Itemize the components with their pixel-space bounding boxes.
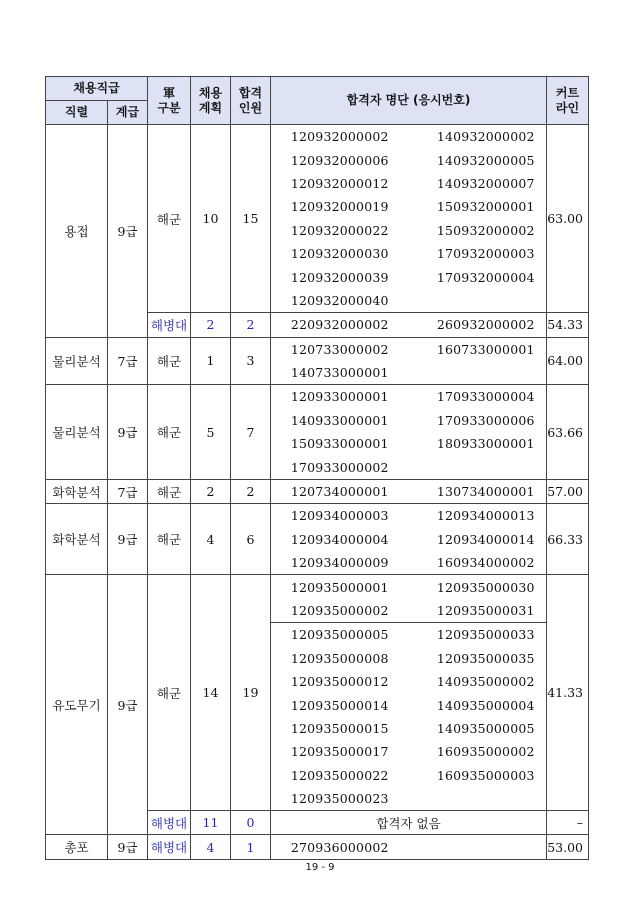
- cutline-cell: –: [547, 811, 589, 835]
- id-row: [271, 313, 546, 336]
- branch-cell: 해병대: [148, 811, 191, 835]
- plan-cell: 2: [191, 313, 231, 337]
- id-row: [271, 740, 546, 763]
- id-row: [271, 432, 546, 455]
- job-cell: 물리분석: [46, 337, 108, 385]
- branch-cell: 해군: [148, 125, 191, 313]
- grade-cell: 7급: [108, 337, 148, 385]
- header-plan: 채용 계획: [191, 77, 231, 125]
- cutline-cell: 64.00: [547, 337, 589, 385]
- plan-cell: 2: [191, 479, 231, 503]
- roster-body: [46, 125, 589, 860]
- header-recruit-grade: 채용직급: [46, 77, 148, 101]
- plan-cell: 4: [191, 504, 231, 575]
- branch-cell: 해군: [148, 385, 191, 480]
- pass-cell: 19: [231, 575, 271, 811]
- applicant-id: [409, 361, 547, 384]
- applicant-id: 150933000001: [290, 436, 389, 452]
- applicant-id: 180933000001: [436, 436, 535, 452]
- cutline-cell: 63.00: [547, 125, 589, 313]
- job-cell: 화학분석: [46, 479, 108, 503]
- cutline-cell: 57.00: [547, 479, 589, 503]
- pass-cell: 3: [231, 337, 271, 385]
- id-row: [271, 385, 546, 408]
- id-row: [271, 409, 546, 432]
- id-list: [271, 480, 546, 503]
- applicant-id: 160934000002: [436, 555, 535, 571]
- branch-cell: 해군: [148, 504, 191, 575]
- id-row: [271, 787, 546, 810]
- id-row: [271, 455, 546, 478]
- applicant-id: 140935000005: [436, 720, 535, 736]
- applicant-id: [409, 835, 547, 858]
- roster-cell: [271, 385, 547, 480]
- result-row: [46, 504, 589, 575]
- applicant-id: 170933000004: [436, 389, 535, 405]
- applicant-id: 160733000001: [436, 341, 535, 357]
- grade-cell: 9급: [108, 504, 148, 575]
- applicant-id: 120932000030: [290, 246, 389, 262]
- job-cell: 물리분석: [46, 385, 108, 480]
- roster-cell: 합격자 없음: [271, 811, 547, 835]
- id-list: [271, 338, 546, 385]
- applicant-id: 120935000030: [436, 579, 535, 595]
- applicant-id: 120934000009: [290, 555, 389, 571]
- applicant-id: 120935000014: [290, 697, 389, 713]
- roster-cell: [271, 835, 547, 859]
- applicant-id: 120935000002: [290, 603, 389, 618]
- id-row: [271, 528, 546, 551]
- applicant-id: 170932000004: [436, 269, 535, 285]
- id-row: [271, 599, 546, 622]
- grade-cell: 9급: [108, 125, 148, 338]
- branch-cell: 해군: [148, 337, 191, 385]
- id-row: [271, 551, 546, 574]
- header-pass: 합격 인원: [231, 77, 271, 125]
- applicant-id: 130734000001: [436, 484, 535, 500]
- applicant-id: 120934000014: [436, 531, 535, 547]
- pass-cell: 1: [231, 835, 271, 859]
- id-row: [271, 289, 546, 312]
- applicant-id: 120935000001: [290, 579, 389, 595]
- applicant-id: 120932000012: [290, 175, 389, 191]
- grade-cell: 7급: [108, 479, 148, 503]
- id-row: [271, 265, 546, 288]
- cutline-cell: 53.00: [547, 835, 589, 859]
- roster-cell: [271, 479, 547, 503]
- applicant-id: 120932000040: [290, 292, 389, 308]
- branch-cell: 해군: [148, 479, 191, 503]
- applicant-id: 140935000002: [436, 674, 535, 690]
- page-number: 19 - 9: [305, 862, 335, 873]
- applicant-id: 120935000012: [290, 674, 389, 690]
- id-row: [271, 172, 546, 195]
- id-list: [271, 835, 546, 858]
- pass-cell: 2: [231, 313, 271, 337]
- applicant-id: 140733000001: [290, 365, 389, 381]
- result-row: [46, 337, 589, 385]
- header-roster: 합격자 명단 (응시번호): [271, 77, 547, 125]
- applicant-id: 120935000005: [290, 627, 389, 643]
- applicant-id: [409, 289, 547, 312]
- applicant-id: 120935000022: [290, 767, 389, 783]
- applicant-id: 160935000002: [436, 744, 535, 760]
- applicant-id: [409, 787, 547, 810]
- roster-cell: [271, 575, 547, 811]
- header-branch: 軍 구분: [148, 77, 191, 125]
- result-row: [46, 479, 589, 503]
- applicant-id: 120935000031: [436, 603, 535, 618]
- id-row: [271, 219, 546, 242]
- applicant-id: 170932000003: [436, 246, 535, 262]
- id-row: [271, 717, 546, 740]
- pass-cell: 15: [231, 125, 271, 313]
- id-list: [271, 313, 546, 336]
- id-row: [271, 693, 546, 716]
- id-row: [271, 242, 546, 265]
- applicant-id: 140933000001: [290, 412, 389, 428]
- branch-cell: 해병대: [148, 313, 191, 337]
- id-row: [271, 504, 546, 527]
- job-cell: 화학분석: [46, 504, 108, 575]
- id-row: [271, 647, 546, 670]
- id-row: [271, 764, 546, 787]
- applicant-id: 160935000003: [436, 767, 535, 783]
- id-row: [271, 480, 546, 503]
- plan-cell: 14: [191, 575, 231, 811]
- id-row: [271, 195, 546, 218]
- applicant-id: 120932000019: [290, 199, 389, 215]
- applicant-id: 120935000008: [290, 650, 389, 666]
- applicant-id: 220932000002: [290, 317, 389, 333]
- header-grade: 계급: [108, 101, 148, 125]
- grade-cell: 9급: [108, 385, 148, 480]
- cutline-cell: 54.33: [547, 313, 589, 337]
- roster-cell: [271, 504, 547, 575]
- applicant-id: 120932000002: [290, 129, 389, 145]
- header-cutline: 커트 라인: [547, 77, 589, 125]
- id-row: [271, 148, 546, 171]
- id-row: [271, 338, 546, 361]
- plan-cell: 1: [191, 337, 231, 385]
- applicant-id: 270936000002: [290, 839, 389, 855]
- applicant-id: 140935000004: [436, 697, 535, 713]
- id-row: [271, 361, 546, 384]
- applicant-id: 120934000004: [290, 531, 389, 547]
- pass-cell: 6: [231, 504, 271, 575]
- roster-cell: [271, 313, 547, 337]
- id-list: [271, 575, 546, 622]
- cutline-cell: 41.33: [547, 575, 589, 811]
- plan-cell: 10: [191, 125, 231, 313]
- applicant-id: 260932000002: [436, 317, 535, 333]
- job-cell: 유도무기: [46, 575, 108, 835]
- applicant-id: 120933000001: [290, 389, 389, 405]
- id-list: [271, 622, 546, 810]
- applicant-id: 120935000017: [290, 744, 389, 760]
- job-cell: 용접: [46, 125, 108, 338]
- grade-cell: 9급: [108, 835, 148, 859]
- branch-cell: 해병대: [148, 835, 191, 859]
- cutline-cell: 66.33: [547, 504, 589, 575]
- applicant-id: 120935000023: [290, 791, 389, 807]
- plan-cell: 5: [191, 385, 231, 480]
- applicant-id: 140932000007: [436, 175, 535, 191]
- job-cell: 총포: [46, 835, 108, 859]
- applicant-id: 120934000003: [290, 508, 389, 524]
- grade-cell: 9급: [108, 575, 148, 835]
- applicant-id: 120733000002: [290, 341, 389, 357]
- id-row: [271, 670, 546, 693]
- result-row: [46, 575, 589, 811]
- id-row: [271, 623, 546, 647]
- id-list: [271, 125, 546, 312]
- branch-cell: 해군: [148, 575, 191, 811]
- result-row: [46, 125, 589, 313]
- applicant-id: 120932000006: [290, 152, 389, 168]
- plan-cell: 11: [191, 811, 231, 835]
- plan-cell: 4: [191, 835, 231, 859]
- result-row: [46, 385, 589, 480]
- roster-cell: [271, 337, 547, 385]
- cutline-cell: 63.66: [547, 385, 589, 480]
- id-list: [271, 504, 546, 574]
- id-list: [271, 385, 546, 479]
- applicant-id: 120934000013: [436, 508, 535, 524]
- result-row: [46, 835, 589, 859]
- applicant-id: 140932000002: [436, 129, 535, 145]
- applicant-id: 120932000022: [290, 222, 389, 238]
- applicant-id: 120932000039: [290, 269, 389, 285]
- pass-cell: 0: [231, 811, 271, 835]
- applicant-id: 170933000006: [436, 412, 535, 428]
- pass-cell: 2: [231, 479, 271, 503]
- applicant-id: 150932000001: [436, 199, 535, 215]
- applicant-id: 120935000035: [436, 650, 535, 666]
- applicant-id: 120935000033: [436, 627, 535, 643]
- header-job: 직렬: [46, 101, 108, 125]
- id-row: [271, 835, 546, 858]
- id-row: [271, 125, 546, 148]
- id-row: [271, 575, 546, 598]
- exam-results-table: [45, 76, 589, 860]
- applicant-id: 140932000005: [436, 152, 535, 168]
- applicant-id: 120935000015: [290, 720, 389, 736]
- pass-cell: 7: [231, 385, 271, 480]
- applicant-id: [409, 455, 547, 478]
- applicant-id: 120734000001: [290, 484, 389, 500]
- roster-cell: [271, 125, 547, 313]
- applicant-id: 170933000002: [290, 459, 389, 475]
- applicant-id: 150932000002: [436, 222, 535, 238]
